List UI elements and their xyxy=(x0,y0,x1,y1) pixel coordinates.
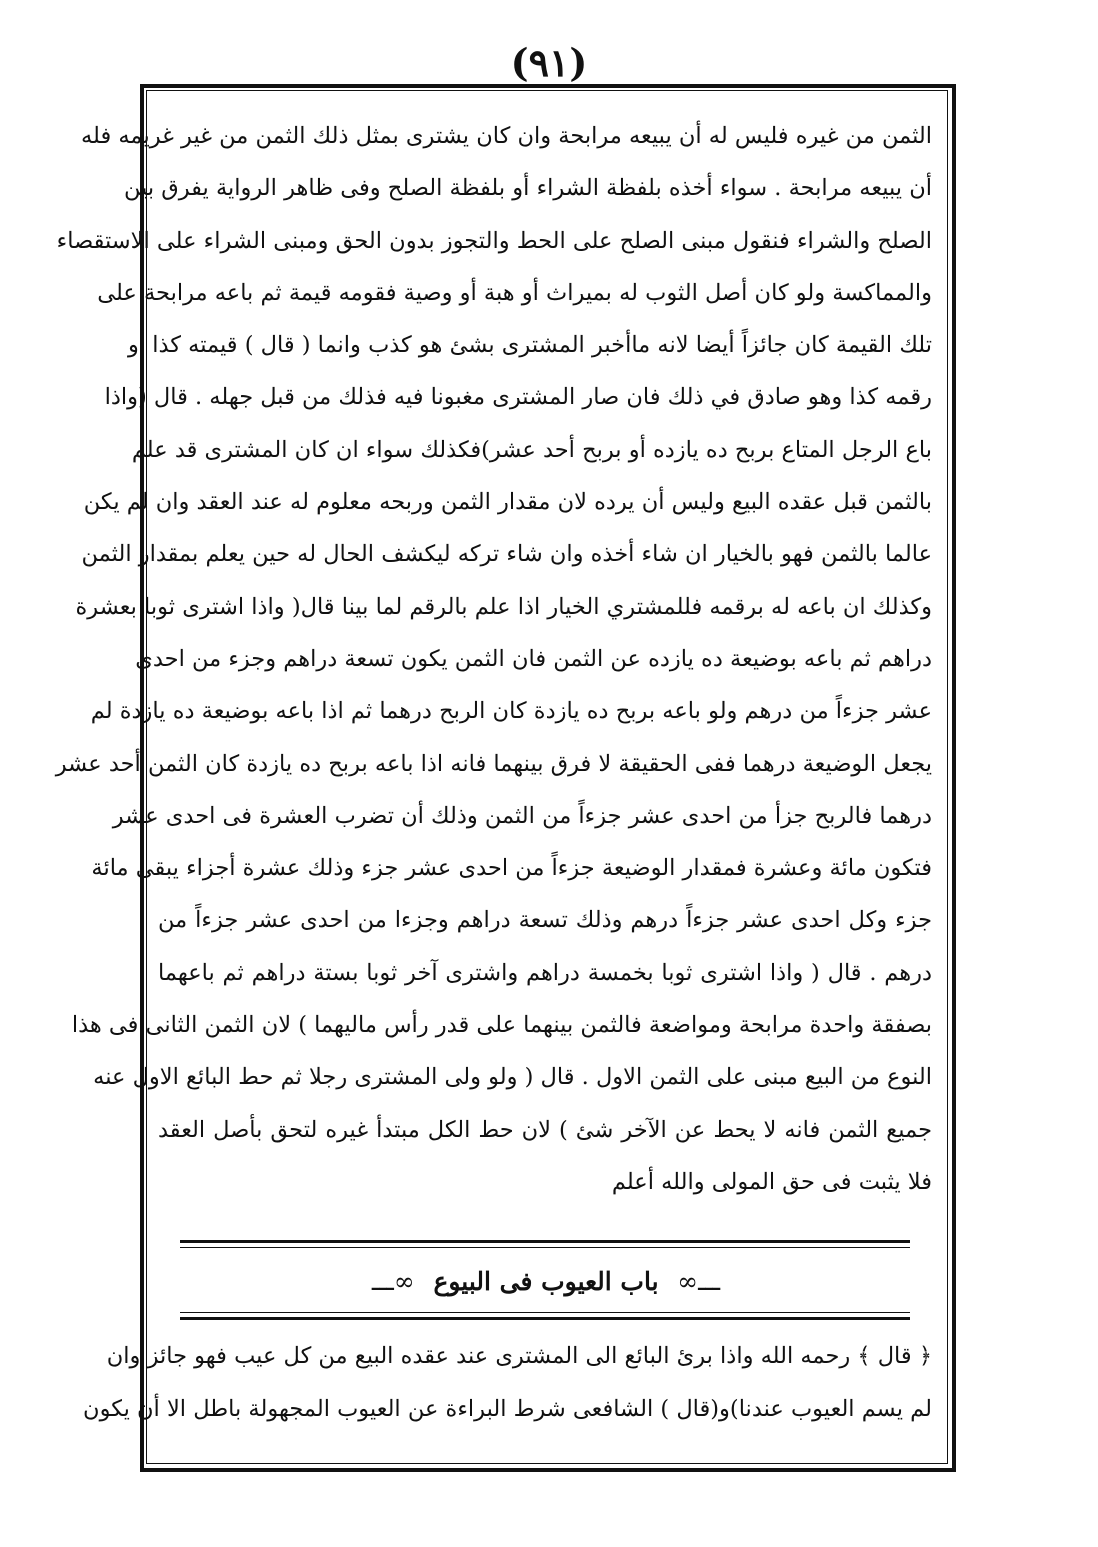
text-line: بالثمن قبل عقده البيع وليس أن يرده لان مقدار الثمن وربحه معلوم له عند العقد وان لم يكن xyxy=(83,489,932,516)
text-line: عشر جزءاً من درهم ولو باعه بربح ده يازدة كان الربح درهما ثم اذا باعه بوضيعة ده يازدة لم xyxy=(90,698,932,725)
ornament-right: ـــ∞ xyxy=(677,1267,721,1296)
divider-bottom-thin xyxy=(180,1312,910,1313)
divider-bottom-thick xyxy=(180,1317,910,1320)
text-line: النوع من البيع مبنى على الثمن الاول . قال ( ولو ولى المشترى رجلا ثم حط البائع الاول عنه xyxy=(93,1064,932,1091)
text-line: وكذلك ان باعه له برقمه فللمشتري الخيار اذا علم بالرقم لما بينا قال( واذا اشترى ثوبا بعشرة xyxy=(75,593,932,620)
chapter-title: باب العيوب فى البيوع xyxy=(433,1267,659,1296)
text-line: الثمن من غيره فليس له أن يبيعه مرابحة وان كان يشترى بمثل ذلك الثمن من غير غريمه فله xyxy=(80,123,932,149)
text-line: رقمه كذا وهو صادق في ذلك فان صار المشترى مغبونا فيه فذلك من قبل جهله . قال (واذا xyxy=(104,384,932,411)
text-line: والمماكسة ولو كان أصل الثوب له بميراث أو هبة أو وصية فقومه قيمة ثم باعه مرابحة على xyxy=(97,279,932,306)
text-line-last: فلا يثبت فى حق المولى والله أعلم xyxy=(611,1168,932,1195)
text-line: جميع الثمن فانه لا يحط عن الآخر شئ ) لان حط الكل مبتدأ غيره لتحق بأصل العقد xyxy=(158,1116,932,1143)
text-line: تلك القيمة كان جائزاً أيضا لانه ماأخبر المشترى بشئ هو كذب وانما ( قال ) قيمته كذا أو xyxy=(127,332,932,359)
section-text-block xyxy=(83,1330,932,1436)
text-line: فتكون مائة وعشرة فمقدار الوضيعة جزءاً من احدى عشر جزء وذلك عشرة أجزاء يبقى مائة xyxy=(91,855,932,882)
text-line: درهم . قال ( واذا اشترى ثوبا بخمسة دراهم واشترى آخر ثوبا بستة دراهم ثم باعهما xyxy=(158,959,932,986)
text-line: عالما بالثمن فهو بالخيار ان شاء أخذه وان شاء تركه ليكشف الحال له حين يعلم بمقدار الثمن xyxy=(81,541,932,568)
main-text-block xyxy=(55,110,932,1208)
text-line: دراهم ثم باعه بوضيعة ده يازده عن الثمن فان الثمن يكون تسعة دراهم وجزء من احدى xyxy=(135,645,932,672)
text-line: يجعل الوضيعة درهما ففى الحقيقة لا فرق بينهما فانه اذا باعه بربح ده يازدة كان الثمن أحد عشر xyxy=(55,750,932,777)
text-line: درهما فالربح جزأ من احدى عشر جزءاً من الثمن وذلك أن تضرب العشرة فى احدى عشر xyxy=(112,802,932,829)
divider-top-thin xyxy=(180,1247,910,1248)
page-number: (٩١) xyxy=(510,40,588,85)
chapter-heading xyxy=(146,1262,946,1302)
divider-top-thick xyxy=(180,1240,910,1243)
text-line: باع الرجل المتاع بربح ده يازده أو بربح أحد عشر)فكذلك سواء ان كان المشترى قد علم xyxy=(131,436,932,463)
ornament-left: ∞ـــ xyxy=(371,1267,415,1296)
text-line: ﴿ قال ﴾ رحمه الله واذا برئ البائع الى المشترى عند عقده البيع من كل عيب فهو جائز وان xyxy=(106,1343,932,1369)
text-line: الصلح والشراء فنقول مبنى الصلح على الحط والتجوز بدون الحق ومبنى الشراء على الاستقصاء xyxy=(56,227,932,254)
text-line: لم يسم العيوب عندنا)و(قال ) الشافعى شرط البراءة عن العيوب المجهولة باطل الا أن يكون xyxy=(83,1396,932,1422)
text-line: أن يبيعه مرابحة . سواء أخذه بلفظة الشراء أو بلفظة الصلح وفى ظاهر الرواية يفرق بين xyxy=(123,175,932,202)
text-line: جزء وكل احدى عشر جزءاً درهم وذلك تسعة دراهم وجزءا من احدى عشر جزءاً من xyxy=(158,907,932,934)
text-line: بصفقة واحدة مرابحة ومواضعة فالثمن بينهما على قدر رأس ماليهما ) لان الثمن الثانى فى هذا xyxy=(71,1012,932,1039)
